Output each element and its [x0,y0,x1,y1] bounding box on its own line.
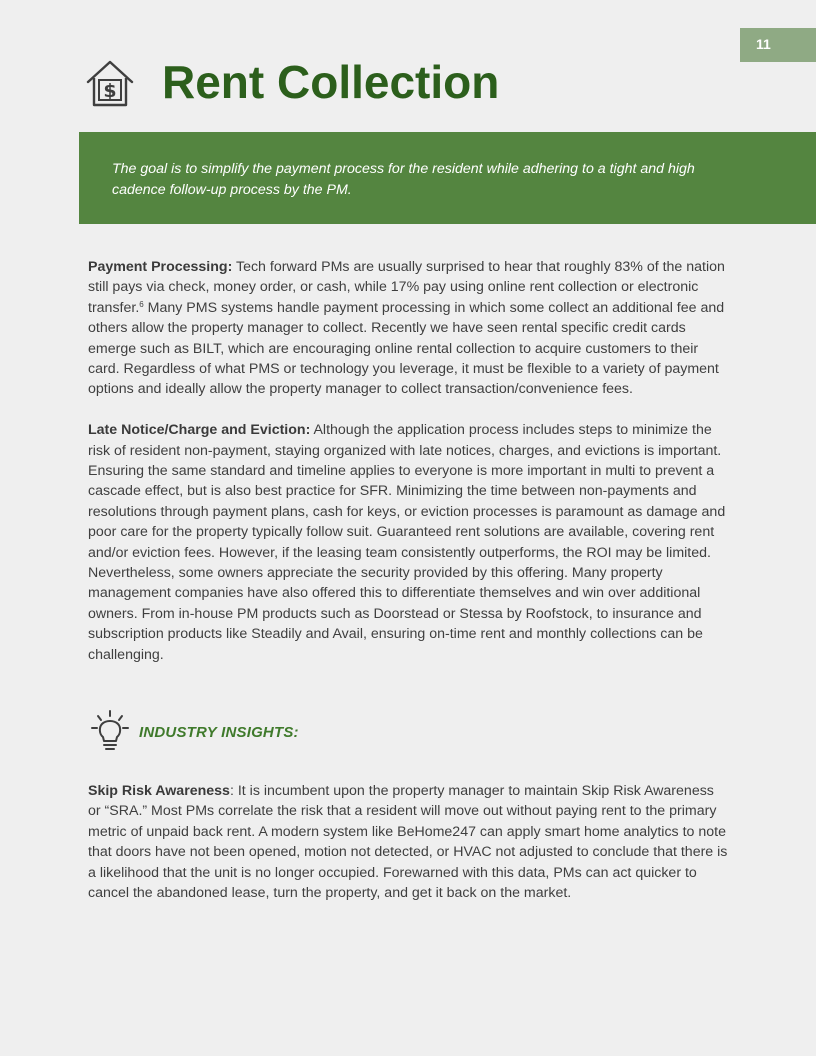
svg-text:$: $ [103,80,117,102]
late-notice-paragraph [88,420,728,665]
house-dollar-icon [84,58,136,110]
main-content [88,257,728,665]
footnote-marker: 6 [139,299,144,309]
skip-risk-content [88,781,728,903]
late-notice-text: Although the application process includes steps to minimize the risk of resident non-payment, staying organized with late notices, charges, and evictions is important. Ensuring the same standard and timeline applies to everyone is more important in multi to prevent a cascade effect, but is also best practice for SFR. Minimizing the time between non-payments and resolutions through payment plans, cash for keys, or eviction processes is paramount as damage and poor care for the property typically follow suit. Guaranteed rent solutions are available, covering rent and/or eviction fees. However, if the leasing team consistently outperforms, the ROI may be limited. Nevertheless, some owners appreciate the security provided by this offering. Many property management companies have also offered this to differentiate themselves and win over additional owners. From in-house PM products such as Doorstead or Stessa by Roofstock, to insurance and subscription products like Steadily and Avail, ensuring on-time rent and monthly collections can be challenging. [88,422,726,663]
late-notice-heading: Late Notice/Charge and Eviction: [88,422,311,439]
payment-processing-heading: Payment Processing: [88,259,233,275]
skip-risk-heading: Skip Risk Awareness [88,783,230,799]
banner-text: The goal is to simplify the payment process for the resident while adhering to a tight and high cadence follow-up process by the PM. [112,161,695,198]
page-title: Rent Collection [162,56,500,108]
industry-insights-label: INDUSTRY INSIGHTS: [139,724,299,741]
industry-insights-header [88,710,688,754]
skip-risk-text: : It is incumbent upon the property manager to maintain Skip Risk Awareness or “SRA.” Most PMs correlate the risk that a resident will move out without paying rent to the primary metric of unpaid back rent. A modern system like BeHome247 can apply smart home analytics to note that doors have not been opened, motion not detected, or HVAC not adjusted to conclude that there is a likelihood that the unit is no longer occupied. Forewarned with this data, PMs can act quicker to cancel the abandoned lease, turn the property, and get it back on the market. [88,783,728,902]
intro-banner [79,132,816,224]
skip-risk-paragraph [88,781,728,903]
lightbulb-icon [90,710,130,754]
payment-processing-paragraph [88,257,728,400]
payment-text-a: Tech forward PMs are usually surprised to hear that roughly 83% of the nation still pays via check, money order, or cash, while 17% pay using online rent collection or electronic transfer. [88,259,725,316]
payment-text-b: Many PMS systems handle payment processing in which some collect an additional fee and others allow the property manager to collect. Recently we have seen rental specific credit cards emerge such as BILT, which are encouraging online rental collection to acquire customers to their card. Regardless of what PMS or technology you leverage, it must be flexible to a variety of payment options and ideally allow the property manager to collect transaction/convenience fees. [88,299,725,398]
page-number: 11 [740,28,816,62]
